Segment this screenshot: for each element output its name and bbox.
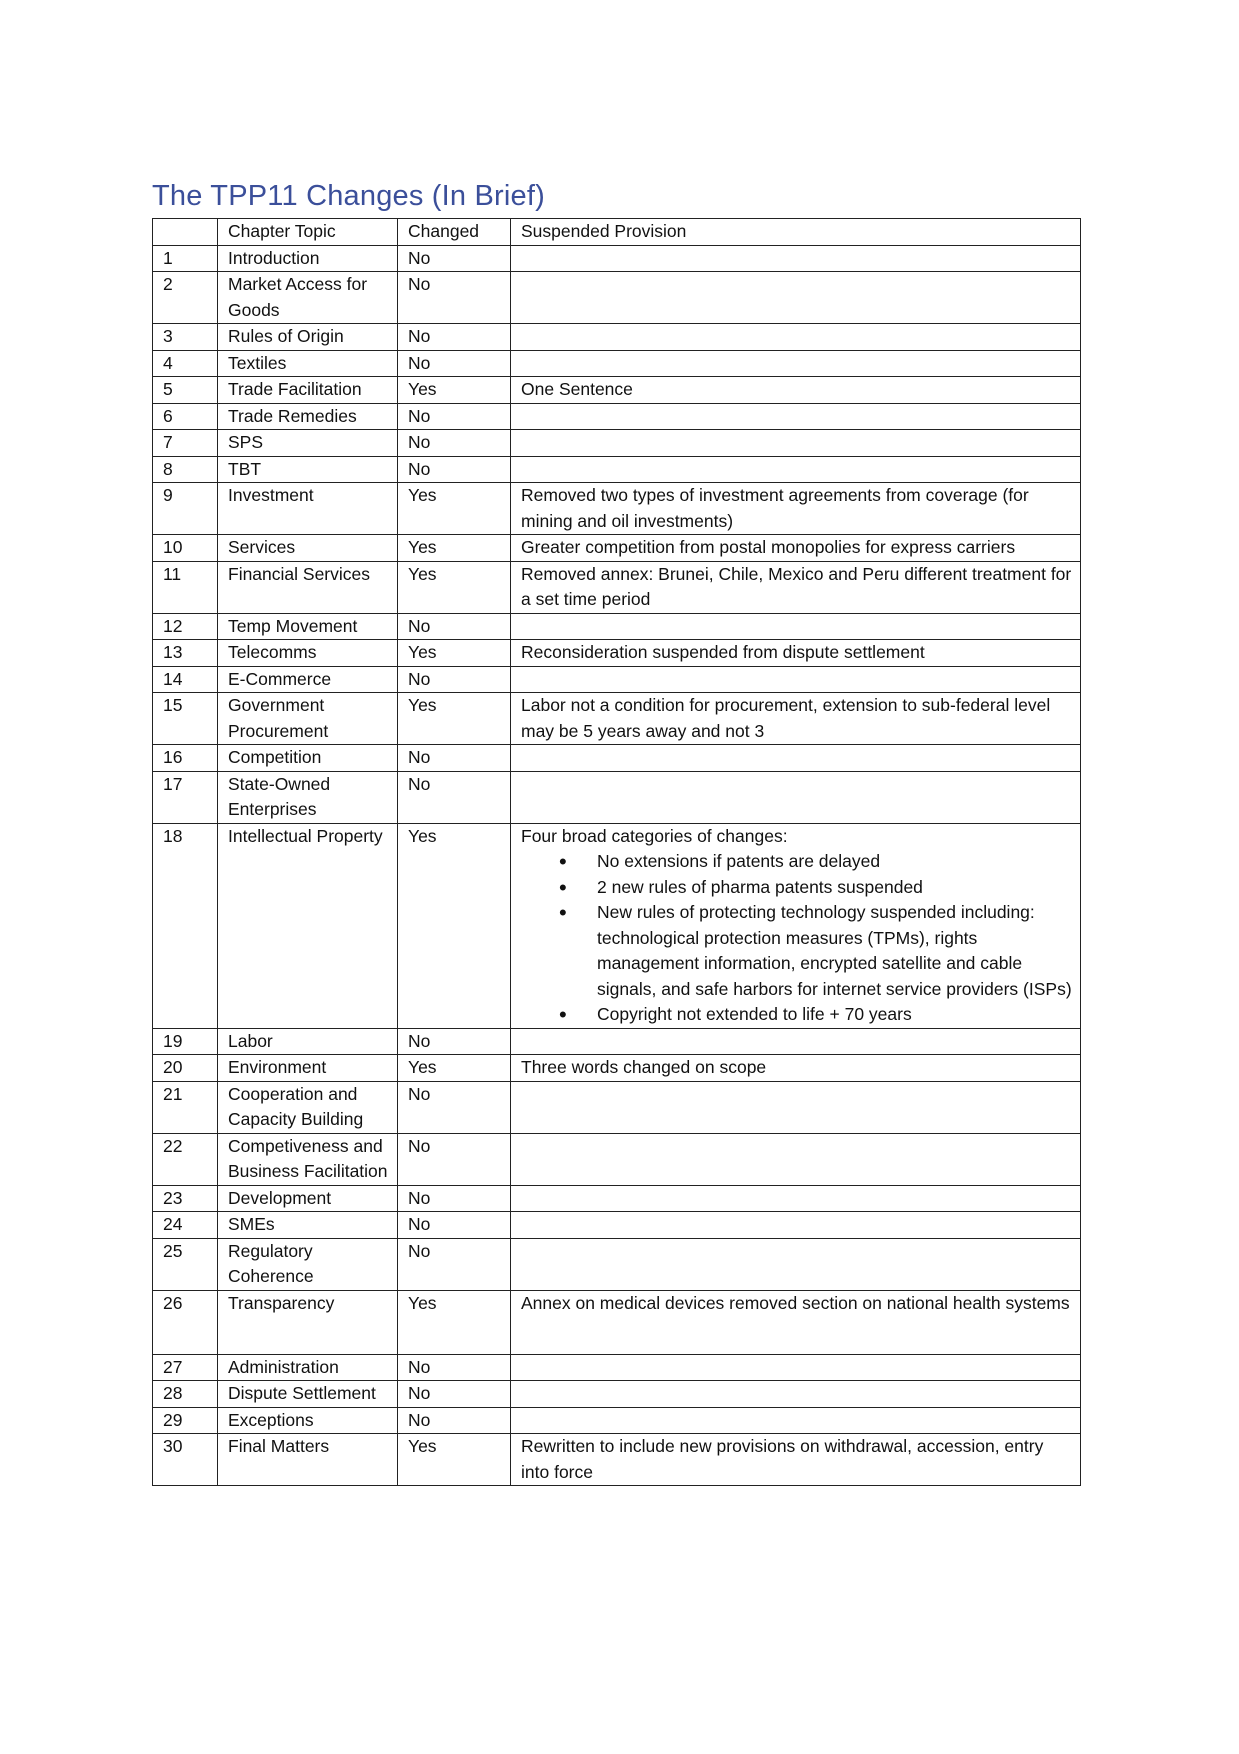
- chapter-number: 15: [153, 693, 218, 745]
- suspended-provision: Removed two types of investment agreements from coverage (for mining and oil investments): [511, 483, 1081, 535]
- changed-value: No: [398, 1028, 511, 1055]
- changed-value: Yes: [398, 1055, 511, 1082]
- suspended-provision: Labor not a condition for procurement, extension to sub-federal level may be 5 years away and not 3: [511, 693, 1081, 745]
- list-item: • Copyright not extended to life + 70 years: [597, 1002, 1072, 1028]
- chapter-topic: Trade Facilitation: [218, 377, 398, 404]
- header-suspended-provision: Suspended Provision: [511, 219, 1081, 246]
- chapter-number: 24: [153, 1212, 218, 1239]
- header-changed: Changed: [398, 219, 511, 246]
- chapter-number: 16: [153, 745, 218, 772]
- chapter-number: 20: [153, 1055, 218, 1082]
- suspended-provision: [511, 771, 1081, 823]
- suspended-provision: [511, 1407, 1081, 1434]
- chapter-number: 28: [153, 1381, 218, 1408]
- suspended-provision: [511, 1381, 1081, 1408]
- table-row: [153, 1238, 1081, 1290]
- chapter-topic: Temp Movement: [218, 613, 398, 640]
- table-row: [153, 1381, 1081, 1408]
- changed-value: No: [398, 771, 511, 823]
- chapter-number: 26: [153, 1290, 218, 1354]
- suspended-provision: [511, 1028, 1081, 1055]
- changed-value: No: [398, 456, 511, 483]
- changed-value: No: [398, 245, 511, 272]
- chapter-topic: Development: [218, 1185, 398, 1212]
- list-item: • New rules of protecting technology suspended including: technological protection measures (TPMs), rights management information, encrypted satellite and cable signals, and safe harbors for internet service providers (ISPs): [597, 900, 1072, 1002]
- changed-value: No: [398, 1238, 511, 1290]
- chapter-number: 13: [153, 640, 218, 667]
- changes-table: [152, 218, 1081, 1486]
- suspended-provision: [511, 403, 1081, 430]
- suspended-provision: [511, 456, 1081, 483]
- changed-value: No: [398, 350, 511, 377]
- changed-value: No: [398, 745, 511, 772]
- changed-value: Yes: [398, 535, 511, 562]
- changed-value: Yes: [398, 693, 511, 745]
- chapter-number: 7: [153, 430, 218, 457]
- chapter-topic: Exceptions: [218, 1407, 398, 1434]
- table-row: [153, 1212, 1081, 1239]
- chapter-number: 10: [153, 535, 218, 562]
- chapter-topic: Competiveness and Business Facilitation: [218, 1133, 398, 1185]
- list-item: • No extensions if patents are delayed: [597, 849, 1072, 875]
- suspended-provision: Reconsideration suspended from dispute settlement: [511, 640, 1081, 667]
- table-body: [153, 245, 1081, 1486]
- changed-value: No: [398, 1185, 511, 1212]
- changed-value: Yes: [398, 561, 511, 613]
- table-row: [153, 430, 1081, 457]
- chapter-topic: TBT: [218, 456, 398, 483]
- suspended-provision: [511, 1354, 1081, 1381]
- chapter-number: 5: [153, 377, 218, 404]
- provision-bullet-list: [521, 849, 1072, 1028]
- changed-value: No: [398, 272, 511, 324]
- chapter-topic: Competition: [218, 745, 398, 772]
- chapter-number: 18: [153, 823, 218, 1028]
- chapter-number: 14: [153, 666, 218, 693]
- table-row: [153, 1290, 1081, 1354]
- changed-value: Yes: [398, 1290, 511, 1354]
- changed-value: Yes: [398, 1434, 511, 1486]
- table-row: [153, 640, 1081, 667]
- chapter-number: 27: [153, 1354, 218, 1381]
- chapter-number: 8: [153, 456, 218, 483]
- suspended-provision: Greater competition from postal monopolies for express carriers: [511, 535, 1081, 562]
- table-row: [153, 1028, 1081, 1055]
- changed-value: No: [398, 613, 511, 640]
- changed-value: Yes: [398, 640, 511, 667]
- chapter-topic: E-Commerce: [218, 666, 398, 693]
- suspended-provision: [511, 1185, 1081, 1212]
- chapter-topic: Market Access for Goods: [218, 272, 398, 324]
- changed-value: No: [398, 1381, 511, 1408]
- chapter-topic: SPS: [218, 430, 398, 457]
- changed-value: No: [398, 403, 511, 430]
- chapter-topic: Dispute Settlement: [218, 1381, 398, 1408]
- chapter-topic: Investment: [218, 483, 398, 535]
- chapter-topic: Financial Services: [218, 561, 398, 613]
- table-header-row: [153, 219, 1081, 246]
- table-row: [153, 613, 1081, 640]
- suspended-provision: [511, 324, 1081, 351]
- changed-value: No: [398, 1133, 511, 1185]
- suspended-provision: [511, 272, 1081, 324]
- changed-value: No: [398, 1212, 511, 1239]
- table-row: [153, 1133, 1081, 1185]
- chapter-number: 9: [153, 483, 218, 535]
- chapter-number: 30: [153, 1434, 218, 1486]
- chapter-number: 1: [153, 245, 218, 272]
- table-row: [153, 272, 1081, 324]
- chapter-topic: Transparency: [218, 1290, 398, 1354]
- chapter-number: 23: [153, 1185, 218, 1212]
- changed-value: No: [398, 1407, 511, 1434]
- table-row: [153, 456, 1081, 483]
- chapter-topic: Intellectual Property: [218, 823, 398, 1028]
- suspended-provision: Removed annex: Brunei, Chile, Mexico and Peru different treatment for a set time period: [511, 561, 1081, 613]
- chapter-topic: Administration: [218, 1354, 398, 1381]
- header-chapter-topic: Chapter Topic: [218, 219, 398, 246]
- table-row: [153, 1185, 1081, 1212]
- chapter-number: 19: [153, 1028, 218, 1055]
- document-page: [152, 178, 1082, 1486]
- suspended-provision: Annex on medical devices removed section on national health systems: [511, 1290, 1081, 1354]
- chapter-topic: Rules of Origin: [218, 324, 398, 351]
- changed-value: No: [398, 430, 511, 457]
- changed-value: Yes: [398, 483, 511, 535]
- chapter-number: 22: [153, 1133, 218, 1185]
- table-row: [153, 1055, 1081, 1082]
- table-row: [153, 350, 1081, 377]
- chapter-topic: Environment: [218, 1055, 398, 1082]
- table-row: [153, 324, 1081, 351]
- table-row: [153, 693, 1081, 745]
- suspended-provision: [511, 245, 1081, 272]
- chapter-topic: Trade Remedies: [218, 403, 398, 430]
- suspended-provision: Three words changed on scope: [511, 1055, 1081, 1082]
- chapter-number: 2: [153, 272, 218, 324]
- chapter-topic: Government Procurement: [218, 693, 398, 745]
- table-row: [153, 1434, 1081, 1486]
- table-row: [153, 1407, 1081, 1434]
- table-row: [153, 1081, 1081, 1133]
- chapter-number: 3: [153, 324, 218, 351]
- table-row: [153, 666, 1081, 693]
- suspended-provision: [511, 745, 1081, 772]
- suspended-provision: [511, 1133, 1081, 1185]
- chapter-topic: Cooperation and Capacity Building: [218, 1081, 398, 1133]
- table-row: [153, 823, 1081, 1028]
- chapter-topic: Final Matters: [218, 1434, 398, 1486]
- chapter-number: 25: [153, 1238, 218, 1290]
- chapter-topic: Textiles: [218, 350, 398, 377]
- changed-value: No: [398, 666, 511, 693]
- chapter-topic: Labor: [218, 1028, 398, 1055]
- chapter-number: 11: [153, 561, 218, 613]
- chapter-topic: State-Owned Enterprises: [218, 771, 398, 823]
- provision-intro: Four broad categories of changes:: [521, 825, 788, 846]
- chapter-number: 12: [153, 613, 218, 640]
- chapter-topic: Introduction: [218, 245, 398, 272]
- chapter-topic: Regulatory Coherence: [218, 1238, 398, 1290]
- chapter-topic: SMEs: [218, 1212, 398, 1239]
- suspended-provision: [511, 1081, 1081, 1133]
- changed-value: Yes: [398, 377, 511, 404]
- table-row: [153, 377, 1081, 404]
- suspended-provision: [511, 430, 1081, 457]
- table-row: [153, 403, 1081, 430]
- chapter-number: 4: [153, 350, 218, 377]
- chapter-number: 17: [153, 771, 218, 823]
- table-row: [153, 483, 1081, 535]
- list-item: • 2 new rules of pharma patents suspended: [597, 875, 1072, 901]
- chapter-topic: Services: [218, 535, 398, 562]
- table-row: [153, 745, 1081, 772]
- chapter-number: 29: [153, 1407, 218, 1434]
- suspended-provision: [511, 1212, 1081, 1239]
- table-row: [153, 1354, 1081, 1381]
- table-row: [153, 535, 1081, 562]
- suspended-provision: [511, 666, 1081, 693]
- suspended-provision: [511, 613, 1081, 640]
- suspended-provision: [511, 823, 1081, 1028]
- chapter-topic: Telecomms: [218, 640, 398, 667]
- changed-value: No: [398, 324, 511, 351]
- chapter-number: 6: [153, 403, 218, 430]
- table-row: [153, 561, 1081, 613]
- suspended-provision: Rewritten to include new provisions on withdrawal, accession, entry into force: [511, 1434, 1081, 1486]
- page-title: The TPP11 Changes (In Brief): [152, 180, 545, 212]
- suspended-provision: One Sentence: [511, 377, 1081, 404]
- chapter-number: 21: [153, 1081, 218, 1133]
- table-row: [153, 245, 1081, 272]
- suspended-provision: [511, 350, 1081, 377]
- table-row: [153, 771, 1081, 823]
- suspended-provision: [511, 1238, 1081, 1290]
- header-number: [153, 219, 218, 246]
- changed-value: No: [398, 1081, 511, 1133]
- changed-value: Yes: [398, 823, 511, 1028]
- changed-value: No: [398, 1354, 511, 1381]
